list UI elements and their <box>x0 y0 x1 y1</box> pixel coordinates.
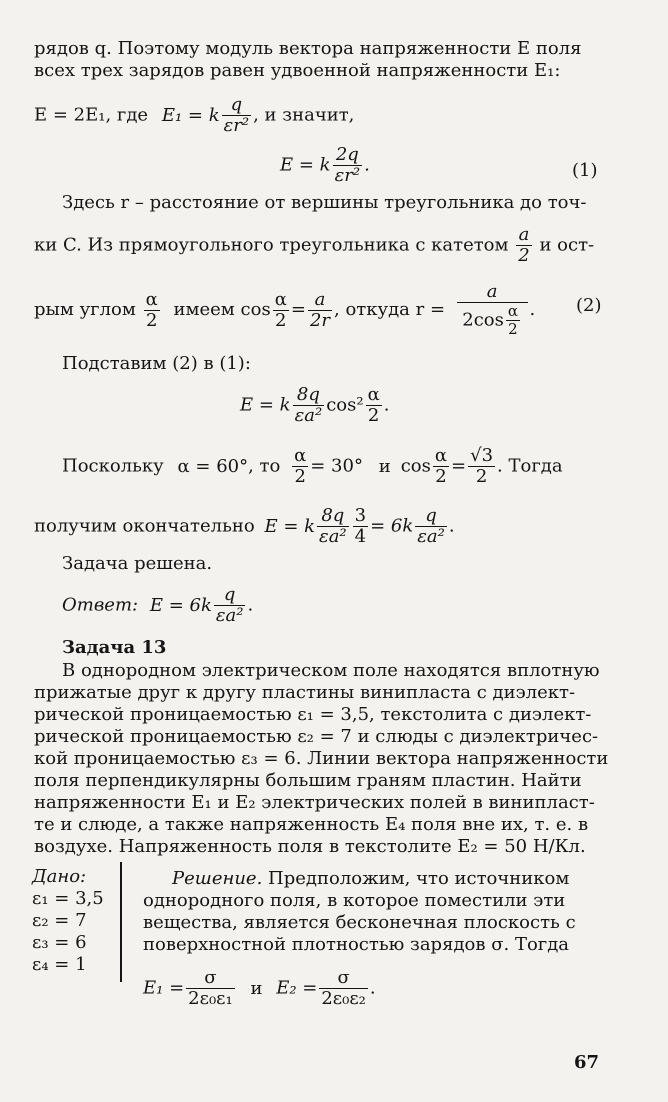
answer-line <box>62 585 253 626</box>
given-title: Дано: <box>32 866 87 887</box>
solution-label: Решение. <box>172 868 263 889</box>
fraction-denominator: 2 <box>435 466 447 487</box>
fraction-denominator: 2 <box>145 309 158 331</box>
fraction-numerator: q <box>214 585 246 606</box>
problem-line: В однородном электрическом поле находятся вплотную <box>62 660 600 681</box>
intro-line-1: рядов q. Поэтому модуль вектора напряженности E поля <box>34 38 582 59</box>
problem-title: Задача 13 <box>62 637 167 658</box>
eq-e1: E₁ = <box>143 977 185 999</box>
fraction-numerator: α <box>367 384 380 405</box>
solution-line: однородного поля, в которое поместили эти <box>143 890 566 911</box>
solution-equation <box>143 968 376 1009</box>
fraction <box>506 303 520 338</box>
fraction-denominator: εr² <box>223 115 250 136</box>
fraction-denominator: εr² <box>334 165 361 186</box>
fraction-numerator: σ <box>319 968 368 989</box>
problem-line: те и слюде, а также напряженность E₄ поля вне их, т. е. в <box>34 814 589 835</box>
eq2-equals: = <box>290 299 306 320</box>
fraction-numerator: 8q <box>317 506 349 527</box>
fraction-numerator: α <box>294 445 307 466</box>
eq2-text: рым углом <box>34 299 136 320</box>
solved-line: Задача решена. <box>62 553 213 574</box>
page-number: 67 <box>574 1052 600 1073</box>
fraction <box>333 145 362 186</box>
fraction-numerator: a <box>516 225 531 246</box>
since-and: и <box>378 455 391 477</box>
fraction <box>353 506 368 547</box>
here-text-end: и ост- <box>539 234 595 256</box>
given-item: ε₁ = 3,5 <box>32 888 104 909</box>
fraction-denominator: 2r <box>309 309 330 331</box>
given-item: ε₂ = 7 <box>32 910 87 931</box>
since-30: = 30° <box>310 455 363 477</box>
fraction-denominator: 2ε₀ε₁ <box>188 988 233 1009</box>
fraction-numerator: α <box>274 288 287 310</box>
fraction-numerator: 8q <box>293 385 325 406</box>
fraction-numerator: √3 <box>470 445 494 466</box>
fraction <box>319 968 368 1009</box>
here-line-2 <box>34 225 594 266</box>
fraction-numerator: α <box>145 288 158 310</box>
given-divider <box>120 862 122 982</box>
equation-2 <box>34 282 535 338</box>
eq-tail: . <box>369 977 376 999</box>
fraction <box>214 585 246 626</box>
fraction-denominator: 4 <box>354 526 367 547</box>
fraction-denominator: εa² <box>417 526 445 547</box>
solution-line: поверхностной плотностью зарядов σ. Тогда <box>143 934 570 955</box>
since-alpha: α = 60° <box>177 455 249 477</box>
fraction <box>292 446 308 487</box>
fraction <box>366 385 382 426</box>
eq-e1: E₁ = k <box>161 104 220 126</box>
equation-label-1: (1) <box>572 160 598 181</box>
problem-line: кой проницаемостью ε₃ = 6. Линии вектора напряженности <box>34 748 609 769</box>
here-text: ки C. Из прямоугольного треугольника с катетом <box>34 234 509 256</box>
fraction-denominator: 2 <box>518 245 530 266</box>
since-equals: = <box>451 455 467 477</box>
fraction <box>468 446 495 487</box>
fraction-numerator: α <box>507 302 518 320</box>
problem-line: прижатые друг к другу пластины винипласта с диэлект- <box>34 682 576 703</box>
fraction-denominator: 2 <box>294 466 306 487</box>
final-tail: . <box>448 515 455 537</box>
fraction-numerator: a <box>308 290 332 311</box>
fraction-denominator: εa² <box>294 405 323 426</box>
fraction-numerator: α <box>434 445 448 466</box>
since-then: . Тогда <box>497 455 563 477</box>
fraction-denominator: 2ε₀ε₂ <box>321 988 366 1009</box>
since-line <box>62 446 563 487</box>
fraction <box>415 506 447 547</box>
fraction-numerator: σ <box>186 968 235 989</box>
final-text: получим окончательно <box>34 515 255 537</box>
equation-1 <box>280 145 370 186</box>
answer-tail: . <box>247 594 254 616</box>
fraction-denominator: 2 <box>475 466 488 487</box>
solution-line: вещества, является бесконечная плоскость с <box>143 912 576 933</box>
since-cos: cos <box>400 455 431 477</box>
substitute-line: Подставим (2) в (1): <box>62 353 251 374</box>
eq-lhs: E = k <box>240 394 291 416</box>
fraction <box>144 290 160 331</box>
fraction <box>293 385 325 426</box>
eq2-whence: , откуда r = <box>334 299 446 320</box>
eq2-cos: имеем cos <box>173 299 271 320</box>
eq-e2: E₂ = <box>276 977 318 999</box>
fraction <box>186 968 235 1009</box>
eq-lhs: E = k <box>280 154 331 176</box>
problem-line: рической проницаемостью ε₁ = 3,5, текстолита с диэлект- <box>34 704 592 725</box>
fraction-numerator: 3 <box>354 505 367 526</box>
eq-cos: cos² <box>326 394 364 416</box>
final-lhs: E = k <box>264 515 316 537</box>
eq-tail: , и значит, <box>253 104 355 126</box>
solution-text: Предположим, что источником <box>268 868 570 889</box>
fraction <box>222 95 251 136</box>
fraction-denominator: 2 <box>508 320 518 338</box>
fraction-denominator: 2 <box>275 309 287 331</box>
intro-line-2: всех трех зарядов равен удвоенной напряженности E₁: <box>34 60 561 81</box>
fraction-numerator: 2q <box>333 145 362 166</box>
given-item: ε₄ = 1 <box>32 954 87 975</box>
fraction-numerator: q <box>415 506 447 527</box>
fraction <box>308 290 332 331</box>
answer-lhs: E = 6k <box>149 594 212 616</box>
problem-line: напряженности E₁ и E₂ электрических полей в винипласт- <box>34 792 595 813</box>
fraction-denominator <box>457 303 528 338</box>
final-line <box>34 506 455 547</box>
fraction <box>433 446 449 487</box>
eq-and: и <box>250 977 263 999</box>
equation-e-double <box>34 95 354 136</box>
answer-label: Ответ: <box>62 594 139 616</box>
fraction <box>317 506 349 547</box>
eq-tail: . <box>383 394 390 416</box>
eq-tail: . <box>364 154 370 176</box>
fraction-numerator: q <box>222 95 251 116</box>
final-mid: = 6k <box>370 515 414 537</box>
fraction <box>273 290 289 331</box>
fraction-denominator: εa² <box>215 605 244 626</box>
fraction-denominator: 2 <box>367 405 380 426</box>
problem-line: воздухе. Напряженность поля в текстолите E₂ = 50 Н/Кл. <box>34 836 586 857</box>
fraction-numerator: a <box>457 282 528 303</box>
cos-text: 2cos <box>462 309 504 331</box>
problem-line: рической проницаемостью ε₂ = 7 и слюды с диэлектричес- <box>34 726 599 747</box>
eq-lhs: E = 2E₁, где <box>34 104 149 126</box>
since-to: , то <box>248 455 281 477</box>
equation-substituted <box>240 385 389 426</box>
solution-line <box>172 868 569 890</box>
equation-label-2: (2) <box>576 295 602 316</box>
problem-line: поля перпендикулярны большим граням пластин. Найти <box>34 770 582 791</box>
given-item: ε₃ = 6 <box>32 932 87 953</box>
fraction <box>516 225 531 266</box>
fraction-denominator: εa² <box>319 526 347 547</box>
here-line-1: Здесь r – расстояние от вершины треугольника до точ- <box>62 192 587 213</box>
fraction <box>457 282 528 338</box>
eq2-tail: . <box>529 299 536 320</box>
since-text: Поскольку <box>62 455 164 477</box>
